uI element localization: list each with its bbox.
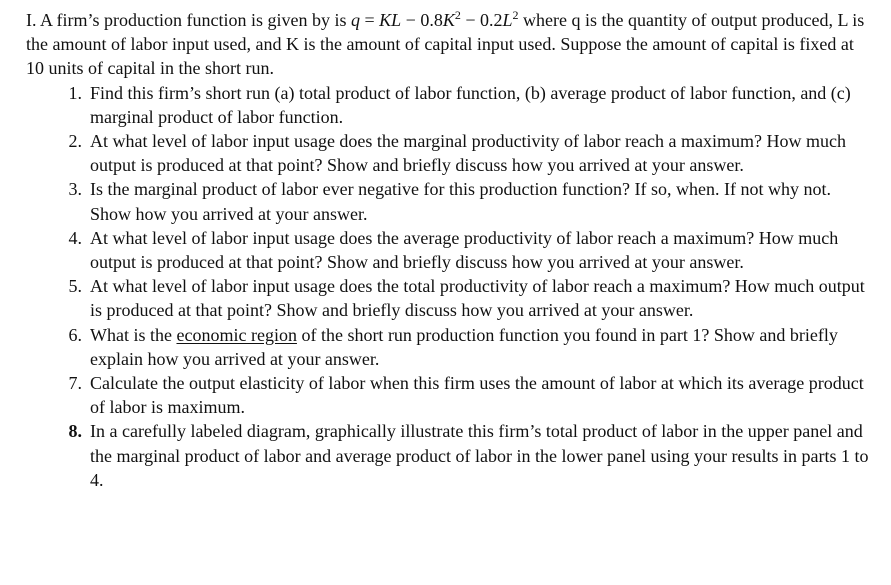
question-text: Is the marginal product of labor ever negative for this production function? If so, when. If not why not. Show how you arrived at your answer. bbox=[90, 179, 831, 224]
intro-before-equation: I. A firm’s production function is given by is bbox=[26, 10, 351, 30]
question-text: In a carefully labeled diagram, graphically illustrate this firm’s total product of labor in the upper panel and the marginal product of labor and average product of labor in the lower panel using your results in parts 1 to 4. bbox=[90, 421, 869, 490]
question-text: What is the economic region of the short run production function you found in part 1? Show and briefly explain how you arrived at your answer. bbox=[90, 324, 838, 369]
production-function-equation: q = KL − $0.8K^2 - 0.2L^2$ bbox=[350, 8, 519, 30]
question-2 bbox=[26, 129, 869, 177]
question-text: At what level of labor input usage does the marginal productivity of labor reach a maximum? How much output is produced at that point? Show and briefly discuss how you arrived at your answer. bbox=[90, 131, 846, 176]
question-text: Find this firm’s short run (a) total product of labor function, (b) average product of labor function, and (c) marginal product of labor function. bbox=[90, 82, 851, 127]
question-number: 4. bbox=[68, 227, 82, 248]
question-4 bbox=[26, 226, 869, 274]
question-number: 7. bbox=[68, 373, 82, 394]
question-5 bbox=[26, 274, 869, 322]
question-number: 6. bbox=[68, 324, 82, 345]
question-3 bbox=[26, 177, 869, 225]
question-text: At what level of labor input usage does the total productivity of labor reach a maximum? How much output is produced at that point? Show and briefly discuss how you arrived at your answer. bbox=[90, 276, 865, 321]
intro-after-equation: where q is the quantity of output produced, L is the amount of labor input used, and K is the amount of capital input used. Suppose the amount of capital is fixed at 10 units of capital in the short run. bbox=[26, 10, 865, 79]
question-number: 5. bbox=[68, 276, 82, 297]
question-text: At what level of labor input usage does the average productivity of labor reach a maximum? How much output is produced at that point? Show and briefly discuss how you arrived at your answer. bbox=[90, 227, 839, 273]
question-text: Calculate the output elasticity of labor when this firm uses the amount of labor at which its average product of labor is maximum. bbox=[90, 373, 864, 418]
question-number: 2. bbox=[68, 131, 82, 152]
question-list bbox=[26, 81, 869, 492]
question-8 bbox=[26, 419, 869, 492]
problem-intro bbox=[26, 8, 869, 81]
question-1 bbox=[26, 81, 869, 129]
question-7 bbox=[26, 371, 869, 419]
question-number: 8. bbox=[68, 421, 82, 442]
economic-region-term: economic region bbox=[176, 324, 297, 345]
question-number: 1. bbox=[68, 82, 82, 103]
question-number: 3. bbox=[68, 179, 82, 200]
question-6 bbox=[26, 323, 869, 371]
